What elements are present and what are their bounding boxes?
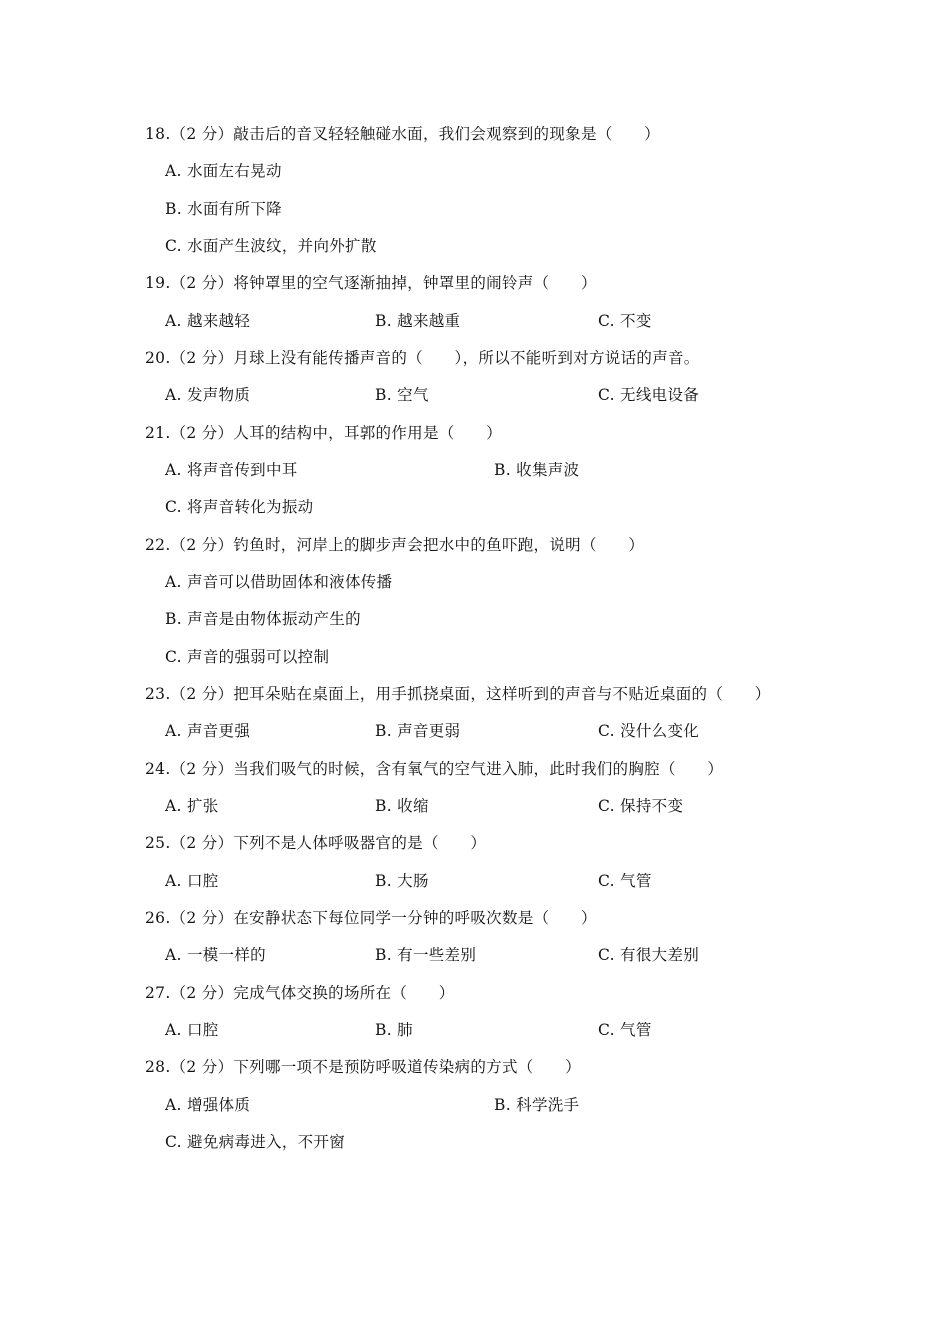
question-28-option-a: A. 增强体质 bbox=[165, 1096, 251, 1114]
question-24-stem: 24.（2 分）当我们吸气的时候，含有氧气的空气进入肺，此时我们的胸腔（ ） bbox=[145, 760, 724, 778]
question-25-option-a: A. 口腔 bbox=[165, 872, 219, 890]
question-23-option-a: A. 声音更强 bbox=[165, 722, 251, 740]
question-28-option-c: C. 避免病毒进入，不开窗 bbox=[165, 1133, 346, 1151]
question-21-option-b: B. 收集声波 bbox=[494, 461, 580, 479]
question-22-stem: 22.（2 分）钓鱼时，河岸上的脚步声会把水中的鱼吓跑，说明（ ） bbox=[145, 536, 645, 554]
question-20-stem: 20.（2 分）月球上没有能传播声音的（ ），所以不能听到对方说话的声音。 bbox=[145, 349, 700, 367]
question-27-stem: 27.（2 分）完成气体交换的场所在（ ） bbox=[145, 984, 455, 1002]
question-25-option-b: B. 大肠 bbox=[375, 872, 429, 890]
question-24-option-c: C. 保持不变 bbox=[598, 797, 684, 815]
question-21-stem: 21.（2 分）人耳的结构中，耳郭的作用是（ ） bbox=[145, 424, 502, 442]
question-26-option-c: C. 有很大差别 bbox=[598, 946, 700, 964]
question-26-option-a: A. 一模一样的 bbox=[165, 946, 266, 964]
question-19-option-b: B. 越来越重 bbox=[375, 312, 461, 330]
question-23-option-b: B. 声音更弱 bbox=[375, 722, 461, 740]
question-20-option-a: A. 发声物质 bbox=[165, 386, 251, 404]
question-19-option-a: A. 越来越轻 bbox=[165, 312, 251, 330]
question-21-option-a: A. 将声音传到中耳 bbox=[165, 461, 298, 479]
question-23-option-c: C. 没什么变化 bbox=[598, 722, 700, 740]
question-18-option-a: A. 水面左右晃动 bbox=[165, 162, 282, 180]
question-25-option-c: C. 气管 bbox=[598, 872, 652, 890]
question-27-option-c: C. 气管 bbox=[598, 1021, 652, 1039]
question-26-option-b: B. 有一些差别 bbox=[375, 946, 477, 964]
question-20-option-c: C. 无线电设备 bbox=[598, 386, 700, 404]
question-24-option-a: A. 扩张 bbox=[165, 797, 219, 815]
question-26-stem: 26.（2 分）在安静状态下每位同学一分钟的呼吸次数是（ ） bbox=[145, 909, 597, 927]
question-25-stem: 25.（2 分）下列不是人体呼吸器官的是（ ） bbox=[145, 834, 487, 852]
question-22-option-a: A. 声音可以借助固体和液体传播 bbox=[165, 573, 393, 591]
question-27-option-a: A. 口腔 bbox=[165, 1021, 219, 1039]
question-23-stem: 23.（2 分）把耳朵贴在桌面上，用手抓挠桌面，这样听到的声音与不贴近桌面的（ ） bbox=[145, 685, 771, 703]
question-19-option-c: C. 不变 bbox=[598, 312, 652, 330]
question-20-option-b: B. 空气 bbox=[375, 386, 429, 404]
question-18-option-c: C. 水面产生波纹，并向外扩散 bbox=[165, 237, 377, 255]
question-18-option-b: B. 水面有所下降 bbox=[165, 200, 282, 218]
question-27-option-b: B. 肺 bbox=[375, 1021, 413, 1039]
question-22-option-b: B. 声音是由物体振动产生的 bbox=[165, 610, 361, 628]
question-18-stem: 18.（2 分）敲击后的音叉轻轻触碰水面，我们会观察到的现象是（ ） bbox=[145, 125, 660, 143]
question-22-option-c: C. 声音的强弱可以控制 bbox=[165, 648, 330, 666]
question-19-stem: 19.（2 分）将钟罩里的空气逐渐抽掉，钟罩里的闹铃声（ ） bbox=[145, 274, 597, 292]
question-28-stem: 28.（2 分）下列哪一项不是预防呼吸道传染病的方式（ ） bbox=[145, 1058, 581, 1076]
question-28-option-b: B. 科学洗手 bbox=[494, 1096, 580, 1114]
question-24-option-b: B. 收缩 bbox=[375, 797, 429, 815]
question-21-option-c: C. 将声音转化为振动 bbox=[165, 498, 314, 516]
